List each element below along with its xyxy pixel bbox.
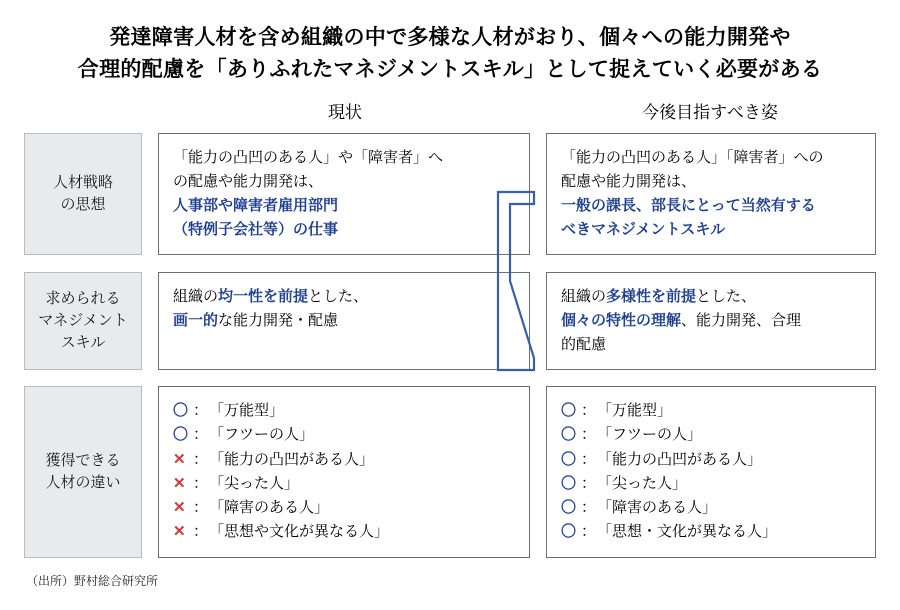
cell-management-current-seg-1: 組織の [173, 288, 219, 305]
page-title-line-1: 発達障害人材を含め組織の中で多様な人材がおり、個々への能力開発や [109, 26, 791, 49]
list-item [561, 520, 861, 544]
list-item-separator: ： [193, 450, 209, 468]
cell-strategy-future-line-3: 一般の課長、部長にとって当然有する [561, 197, 816, 214]
cell-management-current [158, 272, 530, 370]
cross-mark-icon: ✕ [173, 450, 186, 468]
source-note: （出所）野村総合研究所 [26, 574, 159, 588]
cross-mark-icon: ✕ [173, 523, 186, 541]
cell-management-future [546, 272, 876, 370]
cell-management-future-line-3: 的配慮 [561, 336, 607, 353]
cell-management-future-line-2 [561, 309, 861, 333]
list-item [561, 472, 861, 496]
cell-management-current-seg-2: 均一性を前提 [218, 288, 309, 305]
list-item [561, 423, 861, 447]
list-item [173, 520, 515, 544]
circle-mark-icon: 〇 [561, 426, 577, 444]
list-item-separator: ： [581, 426, 597, 444]
list-item-separator: ： [193, 402, 209, 419]
circle-mark-icon: 〇 [561, 402, 577, 419]
list-item-label: 「能力の凸凹がある人」 [597, 450, 763, 468]
list-item-separator: ： [581, 499, 597, 517]
cell-strategy-current-line-3: 人事部や障害者雇用部門 [173, 197, 339, 214]
list-item [173, 496, 515, 520]
list-item [561, 448, 861, 472]
rightward-arrow-icon [488, 186, 544, 376]
cell-strategy-current [158, 133, 530, 255]
cell-strategy-current-line-2: の配慮や能力開発は、 [173, 173, 324, 190]
list-item-label: 「万能型」 [597, 402, 673, 419]
row-label-management-skill-line-1: 求められる [45, 290, 121, 308]
list-item-label: 「尖った人」 [597, 474, 688, 492]
column-header-future: 今後目指すべき姿 [642, 103, 778, 122]
cell-management-future-seg-1: 組織の [561, 288, 607, 305]
row-label-strategy-line-1: 人材戦略 [52, 174, 113, 192]
cross-mark-icon: ✕ [173, 499, 186, 517]
cell-management-current-line-1 [173, 285, 515, 309]
cross-mark-icon: ✕ [173, 474, 186, 492]
list-item-label: 「フツーの人」 [597, 426, 703, 444]
row-label-management-skill [24, 272, 142, 370]
column-header-current: 現状 [328, 103, 362, 122]
cell-strategy-future-line-4: べきマネジメントスキル [561, 221, 726, 238]
list-item-separator: ： [193, 426, 209, 444]
list-item-separator: ： [193, 474, 209, 492]
list-item-label: 「フツーの人」 [209, 426, 315, 444]
circle-mark-icon: 〇 [173, 426, 189, 444]
cell-management-current-seg-4: 画一的 [173, 312, 219, 329]
list-item-label: 「障害のある人」 [597, 499, 718, 517]
row-label-talent-difference-line-1: 獲得できる [45, 452, 121, 470]
cell-strategy-future-line-1: 「能力の凸凹のある人」「障害者」への [561, 149, 824, 166]
row-label-talent-difference [24, 386, 142, 558]
row-label-talent-difference-line-2: 人材の違い [45, 474, 121, 491]
list-item [173, 399, 515, 423]
list-item-separator: ： [193, 499, 209, 517]
cell-strategy-current-line-1: 「能力の凸凹のある人」や「障害者」へ [173, 149, 444, 166]
list-item [173, 448, 515, 472]
circle-mark-icon: 〇 [561, 523, 577, 541]
list-item-label: 「万能型」 [209, 402, 285, 419]
list-item-label: 「尖った人」 [209, 474, 300, 492]
cell-management-future-line-1 [561, 285, 861, 309]
list-item [173, 423, 515, 447]
cell-management-future-seg-3: とした、 [696, 288, 757, 305]
list-item-separator: ： [193, 523, 209, 541]
cell-management-current-line-2 [173, 309, 515, 333]
cell-strategy-current-line-4: （特例子会社等）の仕事 [173, 221, 339, 238]
cell-management-future-seg-2: 多様性を前提 [606, 288, 697, 305]
circle-mark-icon: 〇 [561, 499, 577, 517]
cell-strategy-future-line-2: 配慮や能力開発は、 [561, 173, 697, 190]
list-item-separator: ： [581, 474, 597, 492]
list-item-label: 「能力の凸凹がある人」 [209, 450, 375, 468]
row-label-management-skill-line-2: マネジメント [38, 312, 128, 330]
circle-mark-icon: 〇 [561, 450, 577, 468]
cell-management-current-seg-3: とした、 [308, 288, 369, 305]
cell-management-future-seg-5: 、能力開発、合理 [681, 312, 802, 329]
row-label-strategy-line-2: の思想 [60, 196, 106, 213]
cell-talent-future [546, 386, 876, 558]
list-item-separator: ： [581, 402, 597, 419]
circle-mark-icon: 〇 [173, 402, 189, 419]
list-item-label: 「思想・文化が異なる人」 [597, 523, 778, 541]
page-title [0, 22, 900, 85]
cell-management-future-seg-4: 個々の特性の理解 [561, 312, 682, 329]
list-item [561, 496, 861, 520]
list-item [173, 472, 515, 496]
row-label-management-skill-line-3: スキル [60, 333, 106, 351]
cell-talent-current [158, 386, 530, 558]
list-item-label: 「障害のある人」 [209, 499, 330, 517]
circle-mark-icon: 〇 [561, 474, 577, 492]
cell-strategy-future [546, 133, 876, 255]
list-item [561, 399, 861, 423]
list-item-label: 「思想や文化が異なる人」 [209, 523, 390, 541]
page-title-line-2: 合理的配慮を「ありふれたマネジメントスキル」として捉えていく必要がある [77, 57, 823, 81]
list-item-separator: ： [581, 450, 597, 468]
list-item-separator: ： [581, 523, 597, 541]
cell-management-current-seg-5: な能力開発・配慮 [218, 312, 339, 329]
row-label-strategy [24, 133, 142, 255]
